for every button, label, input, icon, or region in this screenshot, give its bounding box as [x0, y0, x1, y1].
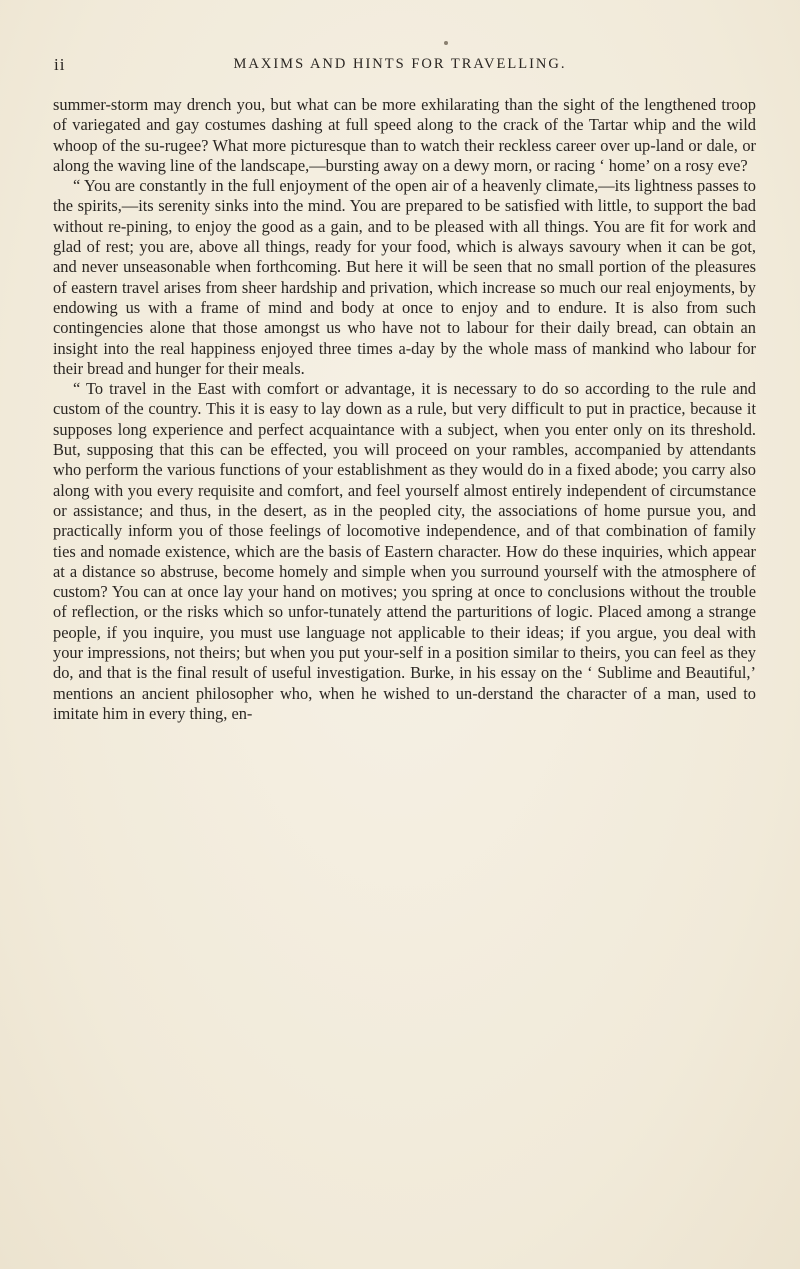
body-text: [53, 95, 756, 724]
ornament-dot: [444, 41, 448, 45]
paragraph: “ You are constantly in the full enjoyment of the open air of a heavenly climate,—its lightness passes to the spirits,—its serenity sinks into the mind. You are prepared to be satisfied with little, to support the bad without re-pining, to enjoy the good as a gain, and to be pleased with all things. You are fit for work and glad of rest; you are, above all things, ready for your food, which is always savoury when it can be got, and never unseasonable when forthcoming. But here it will be seen that no small portion of the pleasures of eastern travel arises from sheer hardship and privation, which increase so much our real enjoyments, by endowing us with a frame of mind and body at once to enjoy and to endure. It is also from such contingencies alone that those amongst us who have not to labour for their daily bread, can obtain an insight into the real happiness enjoyed three times a-day by the whole mass of mankind who labour for their bread and hunger for their meals.: [53, 176, 756, 378]
running-head: [50, 55, 750, 79]
paragraph: summer-storm may drench you, but what can be more exhilarating than the sight of the lengthened troop of variegated and gay costumes dashing at full speed along to the crack of the Tartar whip and the wild whoop of the su-rugee? What more picturesque than to watch their reckless career over up-land or dale, or along the waving line of the landscape,—bursting away on a dewy morn, or racing ‘ home’ on a rosy eve?: [53, 95, 756, 175]
page-number: ii: [54, 55, 66, 74]
running-title: MAXIMS AND HINTS FOR TRAVELLING.: [233, 56, 567, 72]
paragraph: “ To travel in the East with comfort or advantage, it is necessary to do so according to the rule and custom of the country. This it is easy to lay down as a rule, but very difficult to put in practice, because it supposes long experience and perfect acquaintance with a subject, when you enter only on its threshold. But, supposing that this can be effected, you will proceed on your rambles, accompanied by attendants who perform the various functions of your establishment as they would do in a fixed abode; you carry also along with you every requisite and comfort, and feel yourself almost entirely independent of circumstance or assistance; and thus, in the desert, as in the peopled city, the associations of home pursue you, and practically inform you of those feelings of locomotive independence, and of that combination of family ties and nomade existence, which are the basis of Eastern character. How do these inquiries, which appear at a distance so abstruse, become homely and simple when you surround yourself with the atmosphere of custom? You can at once lay your hand on motives; you spring at once to conclusions without the trouble of reflection, or the risks which so unfor-tunately attend the parturitions of logic. Placed among a strange people, if you inquire, you must use language not applicable to their ideas; if you argue, you deal with your impressions, not theirs; but when you put your-self in a position similar to theirs, you can feel as they do, and that is the final result of useful investigation. Burke, in his essay on the ‘ Sublime and Beautiful,’ mentions an ancient philosopher who, when he wished to un-derstand the character of a man, used to imitate him in every thing, en-: [53, 379, 756, 723]
